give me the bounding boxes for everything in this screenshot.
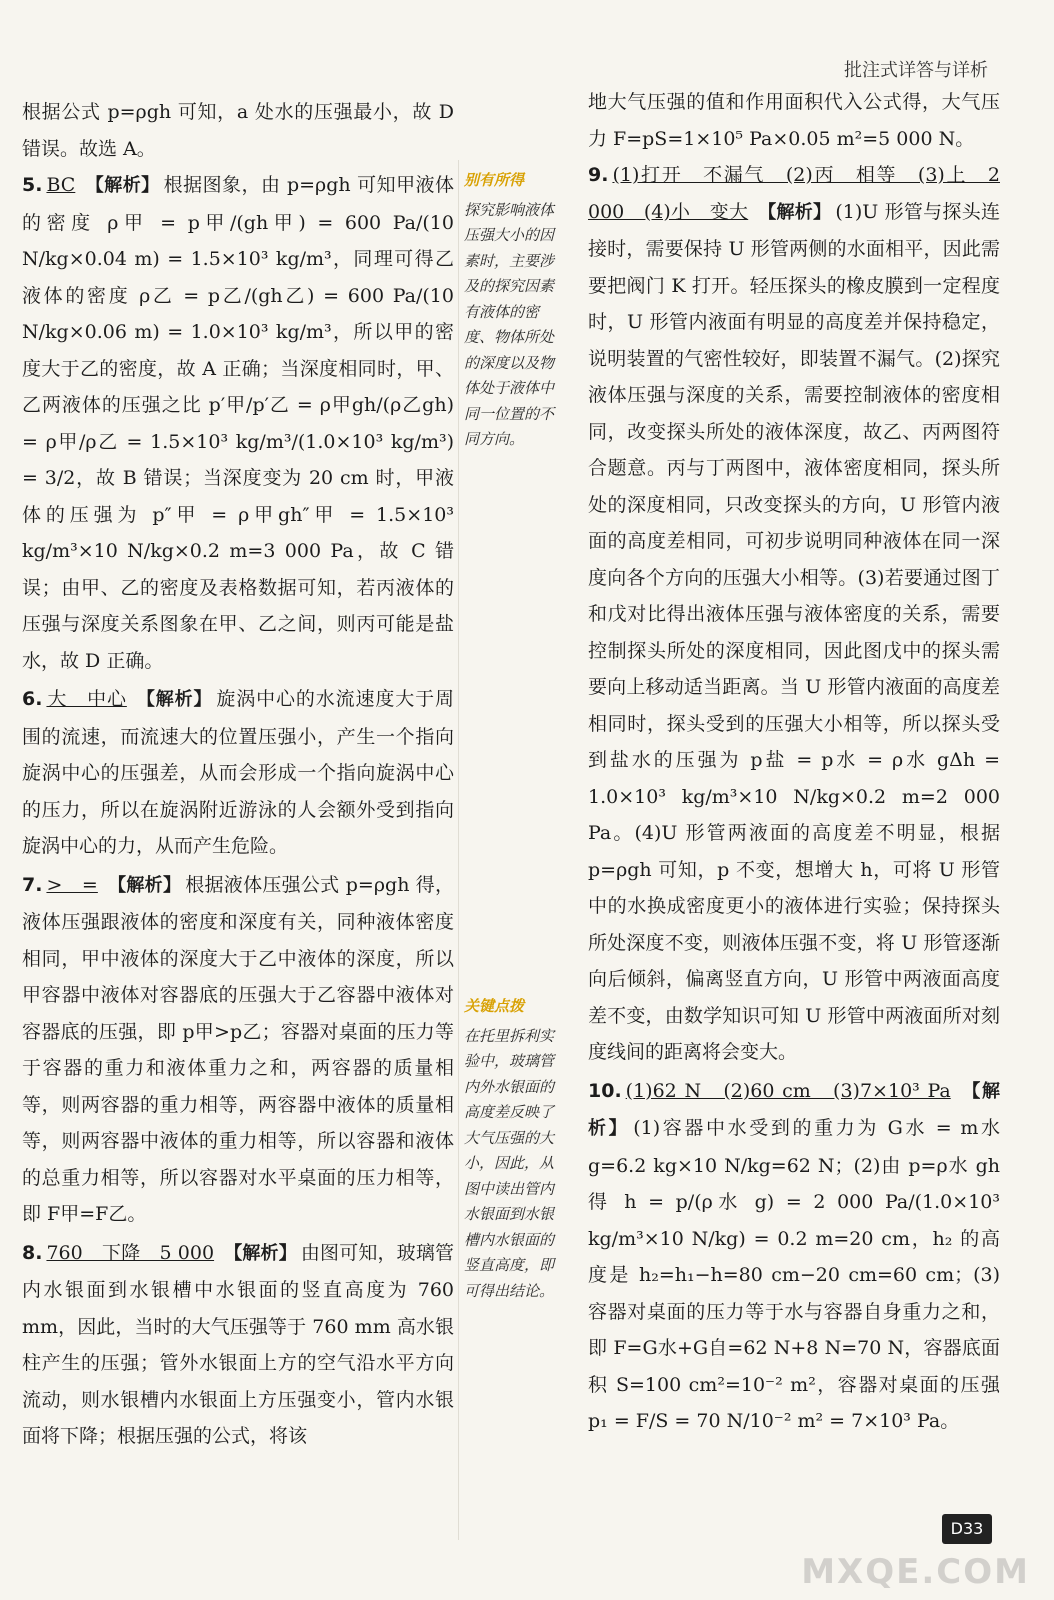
continued-text: 地大气压强的值和作用面积代入公式得，大气压力 F=pS=1×10⁵ Pa×0.05 m²=5 000 N。 — [588, 91, 1000, 150]
left-column — [22, 94, 454, 1457]
question-number: 10. — [588, 1079, 622, 1102]
analysis-tag: 【解析】 — [85, 175, 160, 196]
answer: 760 下降 5 000 — [46, 1241, 215, 1264]
question-8 — [22, 1235, 454, 1455]
analysis-tag: 【解析】 — [588, 1080, 1000, 1139]
intro-text: 根据公式 p=ρgh 可知，a 处水的压强最小，故 D 错误。故选 A。 — [22, 101, 454, 160]
side-note-title: 关键点拨 — [464, 997, 525, 1015]
side-note-1 — [464, 168, 568, 453]
analysis-text: (1)容器中水受到的重力为 G水 = m水 g=6.2 kg×10 N/kg=62 N；(2)由 p=ρ水 gh 得 h = p/(ρ水 g) = 2 000 Pa/(1.0×10³ kg/m³×10 N/kg) = 0.2 m=20 cm，h₂ 的高度是 h₂=h₁−h=80 cm−20 cm=60 cm；(3)容器对桌面的压力等于水与容器自身重力之和，即 F=G水+G自=62 N+8 N=70 N，容器底面积 S=100 cm²=10⁻² m²，容器对桌面的压强 p₁ = F/S = 70 N/10⁻² m² = 7×10³ Pa。 — [588, 1117, 1000, 1432]
analysis-text: 旋涡中心的水流速度大于周围的流速，而流速大的位置压强小，产生一个指向旋涡中心的压强差，从而会形成一个指向旋涡中心的压力，所以在旋涡附近游泳的人会额外受到指向旋涡中心的力，从而产生危险。 — [22, 688, 454, 857]
question-number: 5. — [22, 174, 43, 196]
question-number: 7. — [22, 873, 43, 896]
question-number: 8. — [22, 1241, 43, 1264]
analysis-tag: 【解析】 — [136, 689, 213, 710]
column-divider — [458, 160, 459, 1540]
side-note-2 — [464, 994, 568, 1304]
analysis-text: 根据图象，由 p=ρgh 可知甲液体的密度 ρ甲 = p甲/(gh甲) = 600 Pa/(10 N/kg×0.04 m) = 1.5×10³ kg/m³，同理可得乙液体的密度 ρ乙 = p乙/(gh乙) = 600 Pa/(10 N/kg×0.06 m) = 1.0×10³ kg/m³，所以甲的密度大于乙的密度，故 A 正确；当深度相同时，甲、乙两液体的压强之比 p′甲/p′乙 = ρ甲gh/(ρ乙gh) = ρ甲/ρ乙 = 1.5×10³ kg/m³/(1.0×10³ kg/m³) = 3/2，故 B 错误；当深度变为 20 cm 时，甲液体的压强为 p″甲 = ρ甲gh″甲 = 1.5×10³ kg/m³×10 N/kg×0.2 m=3 000 Pa，故 C 错误；由甲、乙的密度及表格数据可知，若丙液体的压强与深度关系图象在甲、乙之间，则丙可能是盐水，故 D 正确。 — [22, 174, 455, 672]
analysis-tag: 【解析】 — [758, 201, 832, 223]
analysis-tag: 【解析】 — [224, 1242, 297, 1264]
page-number: D33 — [942, 1514, 992, 1544]
question-number: 6. — [22, 688, 43, 710]
answer: BC — [46, 174, 76, 196]
analysis-text: (1)U 形管与探头连接时，需要保持 U 形管两侧的水面相平，因此需要把阀门 K 打开。轻压探头的橡皮膜到一定程度时，U 形管内液面有明显的高度差并保持稳定，说明装置的气密性较好，即装置不漏气。(2)探究液体压强与深度的关系，需要控制液体的密度相同，改变探头所处的液体深度，故乙、丙两图符合题意。丙与丁两图中，液体密度相同，探头所处的深度相同，只改变探头的方向，U 形管内液面的高度差相同，可初步说明同种液体在同一深度向各个方向的压强大小相等。(3)若要通过图丁和戊对比得出液体压强与液体密度的关系，需要控制探头所处的深度相同，因此图戊中的探头需要向上移动适当距离。当 U 形管内液面的高度差相同时，探头受到的压强大小相等，所以探头受到盐水的压强为 p盐 = p水 = ρ水 gΔh = 1.0×10³ kg/m³×10 N/kg×0.2 m=2 000 Pa。(4)U 形管两液面的高度差不明显，根据 p=ρgh 可知，p 不变，想增大 h，可将 U 形管中的水换成密度更小的液体进行实验；保持探头所处深度不变，则液体压强不变，将 U 形管逐渐向后倾斜，偏离竖直方向，U 形管中两液面高度差不变，由数学知识可知 U 形管中两液面所对刻度线间的距离将会变大。 — [588, 200, 1001, 1063]
answer: (1)62 N (2)60 cm (3)7×10³ Pa — [625, 1079, 951, 1102]
question-10 — [588, 1073, 1000, 1440]
side-note-text: 探究影响液体压强大小的因素时，主要涉及的探究因素有液体的密度、物体所处的深度以及物体处于液体中同一位置的不同方向。 — [464, 200, 555, 448]
side-note-text: 在托里拆利实验中，玻璃管内外水银面的高度差反映了大气压强的大小，因此，从图中读出管内水银面到水银槽内水银面的竖直高度，即可得出结论。 — [464, 1026, 555, 1300]
question-9 — [588, 157, 1000, 1071]
answer: (1)打开 不漏气 (2)丙 相等 (3)上 2 000 (4)小 变大 — [588, 164, 1000, 223]
answer: 大 中心 — [46, 688, 127, 710]
question-5 — [22, 167, 454, 679]
watermark-logo: MXQE.COM — [801, 1552, 1030, 1592]
answer: > = — [46, 873, 98, 896]
analysis-text: 根据液体压强公式 p=ρgh 得，液体压强跟液体的密度和深度有关，同种液体密度相同，甲中液体的深度大于乙中液体的深度，所以甲容器中液体对容器底的压强大于乙容器中液体对容器底的压强，即 p甲>p乙；容器对桌面的压力等于容器的重力和液体重力之和，两容器的质量相等，则两容器的重力相等，两容器中液体的质量相等，则两容器中液体的重力相等，所以容器和液体的总重力相等，所以容器对水平桌面的压力相等，即 F甲=F乙。 — [22, 873, 455, 1225]
question-7 — [22, 867, 454, 1233]
side-note-title: 别有所得 — [464, 171, 525, 189]
analysis-tag: 【解析】 — [107, 874, 182, 896]
question-number: 9. — [588, 164, 609, 186]
right-column — [588, 84, 1000, 1442]
analysis-text: 由图可知，玻璃管内水银面到水银槽中水银面的竖直高度为 760 mm，因此，当时的大气压强等于 760 mm 高水银柱产生的压强；管外水银面上方的空气沿水平方向流动，则水银槽内水银面上方压强变小，管内水银面将下降；根据压强的公式，将该 — [22, 1241, 454, 1447]
page-header: 批注式详答与详析 — [844, 60, 988, 81]
question-6 — [22, 681, 454, 865]
